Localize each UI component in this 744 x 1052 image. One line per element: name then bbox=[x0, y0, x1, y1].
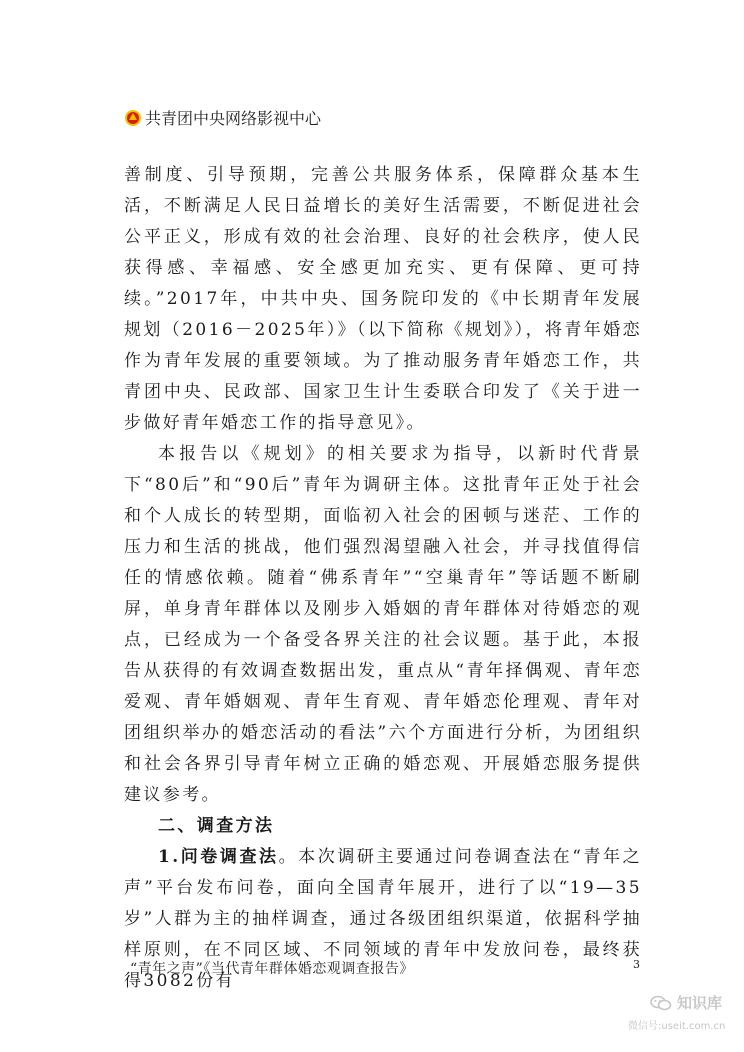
emblem-icon bbox=[124, 109, 142, 127]
watermark-account: 微信号:useit.com.cn bbox=[628, 1021, 726, 1032]
paragraph-continued: 善制度、引导预期，完善公共服务体系，保障群众基本生活，不断满足人民日益增长的美好生活需要，不断促进社会公平正义，形成有效的社会治理、良好的社会秩序，使人民获得感、幸福感、安全感更加充实、更有保障、更可持续。”2017年，中共中央、国务院印发的《中长期青年发展规划（2016－2025年）》（以下简称《规划》），将青年婚恋作为青年发展的重要领域。为了推动服务青年婚恋工作，共青团中央、民政部、国家卫生计生委联合印发了《关于进一步做好青年婚恋工作的指导意见》。 bbox=[124, 165, 642, 433]
org-name: 共青团中央网络影视中心 bbox=[145, 109, 322, 128]
watermark-brand-row bbox=[628, 992, 738, 1013]
watermark bbox=[628, 992, 738, 1032]
footer-report-title: “青年之声”《当代青年群体婚恋观调查报告》 bbox=[130, 961, 414, 977]
wechat-icon bbox=[650, 995, 672, 1011]
method-label: 1.问卷调查法 bbox=[158, 847, 279, 867]
method-text: 。本次调研主要通过问卷调查法在“青年之声”平台发布问卷，面向全国青年展开，进行了以“19—35岁”人群为主的抽样调查，通过各级团组织渠道，依据科学抽样原则，在不同区域、不同领域的青年中发放问卷，最终获得3082份有 bbox=[124, 847, 643, 991]
section-heading-methods: 二、调查方法 bbox=[158, 816, 275, 836]
page-number: 3 bbox=[633, 958, 640, 971]
page-header bbox=[124, 106, 321, 129]
paragraph-report-scope: 本报告以《规划》的相关要求为指导，以新时代背景下“80后”和“90后”青年为调研主体。这批青年正处于社会和个人成长的转型期，面临初入社会的困顿与迷茫、工作的压力和生活的挑战，他们强烈渴望融入社会，并寻找值得信任的情感依赖。随着“佛系青年”“空巢青年”等话题不断刷屏，单身青年群体以及刚步入婚姻的青年群体对待婚恋的观点，已经成为一个备受各界关注的社会议题。基于此，本报告从获得的有效调查数据出发，重点从“青年择偶观、青年恋爱观、青年婚姻观、青年生育观、青年婚恋伦理观、青年对团组织举办的婚恋活动的看法”六个方面进行分析，为团组织和社会各界引导青年树立正确的婚恋观、开展婚恋服务提供建议参考。 bbox=[124, 444, 642, 805]
document-body bbox=[124, 160, 642, 997]
watermark-brand: 知识库 bbox=[677, 994, 723, 1012]
